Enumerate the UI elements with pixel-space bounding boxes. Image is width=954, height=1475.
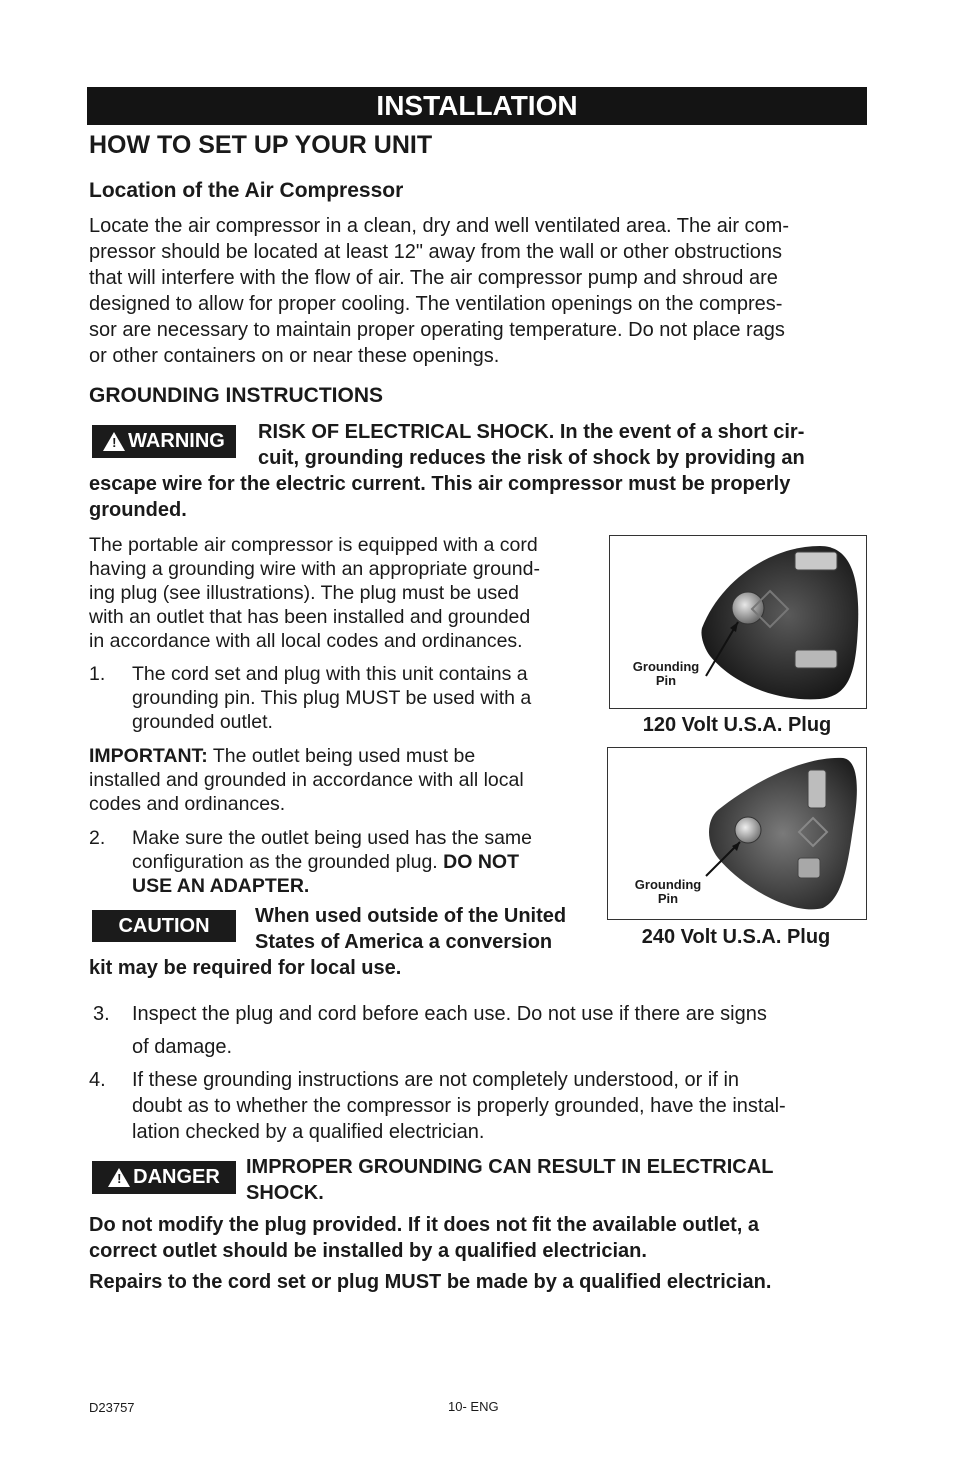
list-item-1 <box>89 662 599 734</box>
cord-line: with an outlet that has been installed and grounded <box>89 606 531 628</box>
list-line: The cord set and plug with this unit contains a <box>132 663 528 685</box>
list-number: 3. <box>93 1003 110 1025</box>
danger-label: DANGER <box>133 1166 220 1188</box>
list-item-2 <box>89 826 599 898</box>
warning-text-bottom <box>89 471 869 523</box>
list-line: lation checked by a qualified electrician. <box>132 1121 485 1143</box>
location-line: designed to allow for proper cooling. The ventilation openings on the compres- <box>89 293 783 315</box>
location-paragraph <box>89 213 864 369</box>
danger-text-top <box>246 1154 856 1206</box>
warning-badge <box>92 425 236 458</box>
important-line: codes and ordinances. <box>89 793 286 815</box>
plug-120-caption: 120 Volt U.S.A. Plug <box>642 714 832 736</box>
cord-line: in accordance with all local codes and ordinances. <box>89 630 523 652</box>
cord-line: ing plug (see illustrations). The plug must be used <box>89 582 519 604</box>
danger-text-middle <box>89 1212 869 1264</box>
location-line: that will interfere with the flow of air. The air compressor pump and shroud are <box>89 267 778 289</box>
warning-label: WARNING <box>128 430 225 452</box>
danger-line: IMPROPER GROUNDING CAN RESULT IN ELECTRICAL <box>246 1156 774 1178</box>
setup-heading: HOW TO SET UP YOUR UNIT <box>89 131 433 159</box>
danger-line: SHOCK. <box>246 1182 324 1204</box>
list-line: configuration as the grounded plug. <box>132 851 444 873</box>
list-number: 1. <box>89 663 106 685</box>
danger-line: Do not modify the plug provided. If it does not fit the available outlet, a <box>89 1214 760 1236</box>
grounding-pin-label <box>616 660 716 688</box>
plug-120-figure <box>609 535 867 709</box>
list-item-3 <box>89 998 869 1064</box>
important-label: IMPORTANT: <box>89 745 208 767</box>
caution-text-bottom: kit may be required for local use. <box>89 957 402 979</box>
caution-badge <box>92 910 236 942</box>
list-line: If these grounding instructions are not completely understood, or if in <box>132 1069 740 1091</box>
important-paragraph <box>89 744 604 816</box>
section-banner <box>87 87 867 125</box>
grounding-pin-label-line: Pin <box>655 673 677 688</box>
important-line: installed and grounded in accordance with all local <box>89 769 524 791</box>
caution-line: When used outside of the United <box>255 905 567 927</box>
caution-label: CAUTION <box>118 914 210 937</box>
danger-text-last: Repairs to the cord set or plug MUST be made by a qualified electrician. <box>89 1271 772 1293</box>
grounding-pin-label-line: Grounding <box>632 659 700 674</box>
grounding-pin-label-line: Pin <box>657 891 679 906</box>
location-line: or other containers on or near these openings. <box>89 345 500 367</box>
doc-number: D23757 <box>89 1400 135 1415</box>
list-number: 2. <box>89 827 106 849</box>
location-line: Locate the air compressor in a clean, dry and well ventilated area. The air com- <box>89 215 789 237</box>
grounding-pin-label <box>618 878 718 906</box>
location-line: sor are necessary to maintain proper operating temperature. Do not place rags <box>89 319 785 341</box>
list-line: of damage. <box>132 1036 233 1058</box>
danger-triangle-icon: ! <box>108 1168 130 1187</box>
caution-text-top <box>255 903 600 955</box>
list-line: doubt as to whether the compressor is properly grounded, have the instal- <box>132 1095 786 1117</box>
list-line: Make sure the outlet being used has the same <box>132 827 532 849</box>
section-title: INSTALLATION <box>376 90 578 121</box>
cord-line: having a grounding wire with an appropriate ground- <box>89 558 540 580</box>
cord-paragraph <box>89 533 604 653</box>
warning-text-top <box>258 419 868 471</box>
plug-240-figure <box>607 747 867 920</box>
warning-line: escape wire for the electric current. This air compressor must be properly <box>89 473 791 495</box>
grounding-pin-label-line: Grounding <box>634 877 702 892</box>
list-line-emphasis: DO NOT <box>443 851 519 873</box>
list-line: Inspect the plug and cord before each use. Do not use if there are signs <box>132 1003 767 1025</box>
list-line-emphasis: USE AN ADAPTER. <box>132 875 310 897</box>
cord-line: The portable air compressor is equipped with a cord <box>89 534 538 556</box>
caution-line: States of America a conversion <box>255 931 553 953</box>
list-number: 4. <box>89 1069 106 1091</box>
warning-line: cuit, grounding reduces the risk of shock by providing an <box>258 447 805 469</box>
plug-240-caption: 240 Volt U.S.A. Plug <box>641 926 831 948</box>
danger-line: correct outlet should be installed by a qualified electrician. <box>89 1240 647 1262</box>
list-line: grounded outlet. <box>132 711 273 733</box>
list-item-4 <box>89 1067 869 1145</box>
warning-line: RISK OF ELECTRICAL SHOCK. In the event of a short cir- <box>258 421 805 443</box>
warning-triangle-icon: ! <box>103 432 125 451</box>
list-line: grounding pin. This plug MUST be used with a <box>132 687 532 709</box>
page-number: 10- ENG <box>448 1399 499 1414</box>
warning-line: grounded. <box>89 499 187 521</box>
location-line: pressor should be located at least 12" away from the wall or other obstructions <box>89 241 783 263</box>
important-line: The outlet being used must be <box>207 745 476 767</box>
danger-badge <box>92 1161 236 1194</box>
grounding-heading: GROUNDING INSTRUCTIONS <box>89 384 383 407</box>
location-heading: Location of the Air Compressor <box>89 179 404 202</box>
